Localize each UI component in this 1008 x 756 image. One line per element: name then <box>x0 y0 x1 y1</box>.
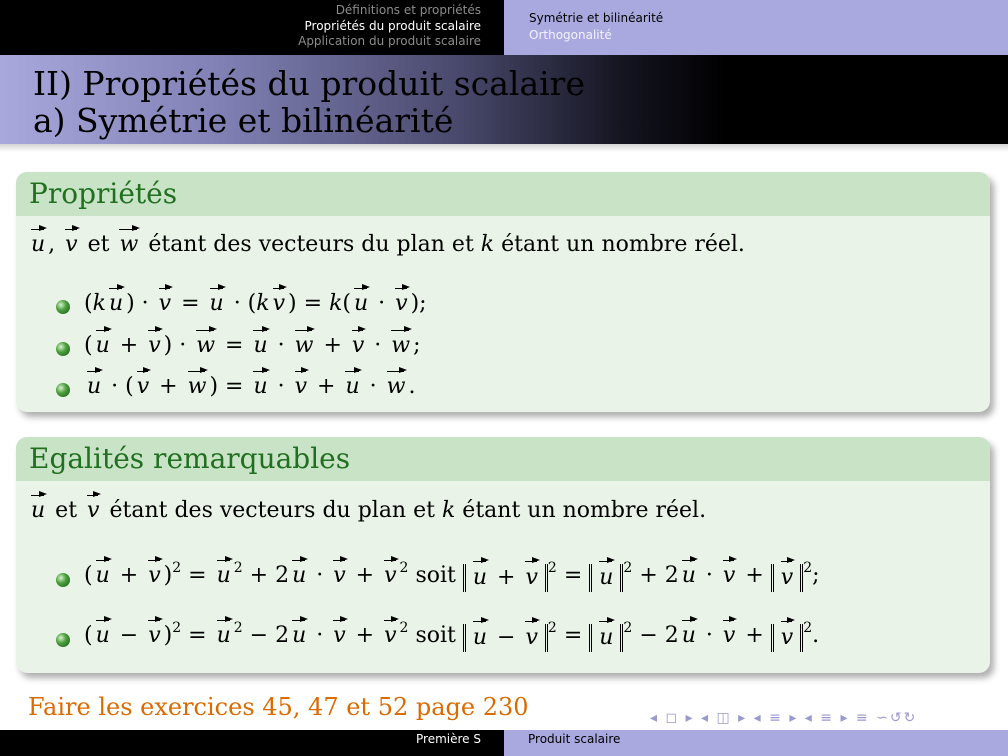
intro-k: k <box>480 232 495 257</box>
formula-right-distributivity: u · ( v + w ) = u · v + u · w . <box>84 374 415 399</box>
intro-end: étant un nombre réel. <box>462 498 707 523</box>
subsection-list <box>504 0 1008 55</box>
frame-title <box>0 55 1008 144</box>
intro-k: k <box>441 498 456 523</box>
footer-class: Première S <box>0 730 504 756</box>
intro-text: étant des vecteurs du plan et <box>148 232 474 257</box>
formula-square-difference: ( u − v )$^2$ = u $^2$ − 2 u · v + v $^2$ soit u − v $^2$ = u $^2$ − 2 u · v + v $^2$. <box>84 620 820 650</box>
formula-homogeneity: (k u ) · v = u · (k v ) = k( u · v ); <box>84 291 427 316</box>
title-shadow <box>0 144 1008 152</box>
block-egalites <box>16 437 990 673</box>
exercise-note: Faire les exercices 45, 47 et 52 page 230 <box>28 693 529 721</box>
title-line-2: a) Symétrie et bilinéarité <box>33 101 454 140</box>
block-intro: u , v et w étant des vecteurs du plan et k étant un nombre réel. <box>28 232 745 257</box>
section-list <box>0 0 504 55</box>
formula-left-distributivity: ( u + v ) · w = u · w + v · w ; <box>84 333 421 358</box>
footer <box>0 730 1008 756</box>
intro-end: étant un nombre réel. <box>501 232 745 257</box>
title-line-1: II) Propriétés du produit scalaire <box>33 64 585 103</box>
vector-u: u <box>28 232 48 257</box>
soit-word: soit <box>415 623 456 648</box>
block-intro <box>28 498 706 523</box>
navigation-bar <box>0 0 1008 55</box>
block-heading: Propriétés <box>16 172 990 216</box>
intro-et: et <box>55 498 78 523</box>
vector-v: v <box>84 498 102 523</box>
bullet-icon <box>56 300 70 314</box>
vector-v: v <box>62 232 80 257</box>
footer-topic: Produit scalaire <box>504 730 1008 756</box>
nav-subsection-symetrie[interactable]: Symétrie et bilinéarité <box>529 11 664 25</box>
vector-u: u <box>28 498 48 523</box>
formula-square-sum: ( u + v )$^2$ = u $^2$ + 2 u · v + v $^2$ soit u + v $^2$ = u $^2$ + 2 u · v + v $^2$; <box>84 560 820 590</box>
intro-et: et <box>87 232 110 257</box>
soit-word: soit <box>415 563 456 588</box>
nav-section-application[interactable]: Application du produit scalaire <box>298 34 481 48</box>
vector-w: w <box>116 232 141 257</box>
bullet-icon <box>56 342 70 356</box>
block-heading: Egalités remarquables <box>16 437 990 481</box>
block-proprietes <box>16 172 990 412</box>
nav-section-definitions[interactable]: Définitions et propriétés <box>335 3 481 17</box>
intro-text: étant des vecteurs du plan et <box>109 498 435 523</box>
beamer-navigation-icons[interactable]: ◂ ◻ ▸ ◂ ◫ ▸ ◂ ≡ ▸ ◂ ≡ ▸ ≡ ∽↺↻ <box>650 710 918 726</box>
bullet-icon <box>56 383 70 397</box>
nav-section-proprietes[interactable]: Propriétés du produit scalaire <box>304 18 481 33</box>
bullet-icon <box>56 633 70 647</box>
bullet-icon <box>56 573 70 587</box>
nav-subsection-orthogonalite[interactable]: Orthogonalité <box>529 28 612 42</box>
